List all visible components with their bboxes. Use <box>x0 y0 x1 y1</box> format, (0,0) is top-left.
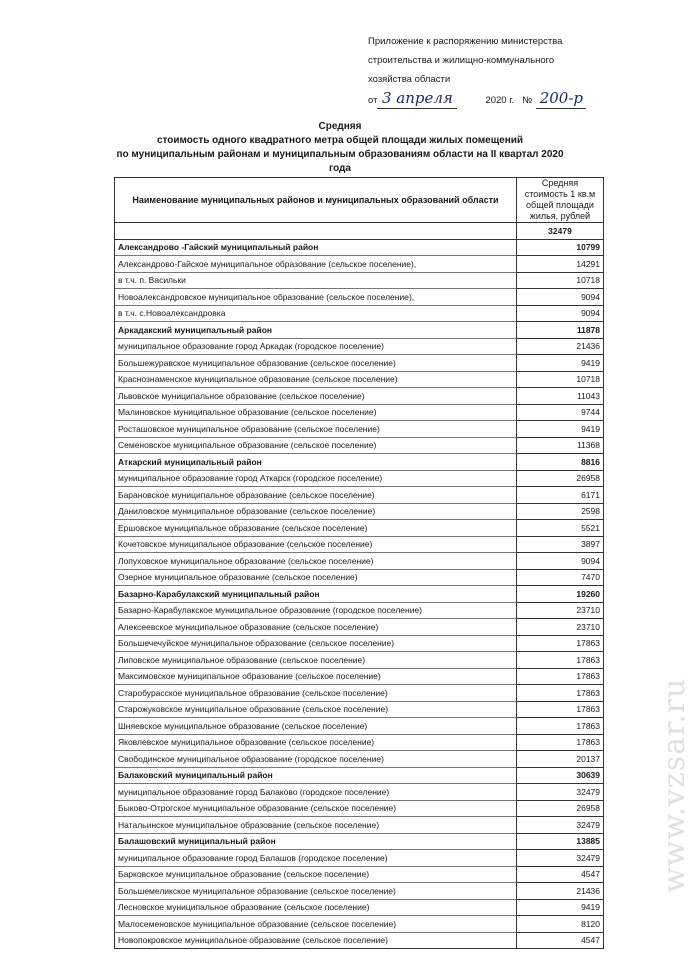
row-name: муниципальное образование город Аткарск (городское поселение) <box>115 470 517 487</box>
row-name: Большемеликское муниципальное образование (сельское поселение) <box>115 883 517 900</box>
row-name: в т.ч. с.Новоалександровка <box>115 305 517 322</box>
row-name: Аркадакский муниципальный район <box>115 322 517 339</box>
document-title <box>105 120 575 176</box>
row-value: 11043 <box>517 388 604 405</box>
table-row <box>115 256 604 273</box>
row-name: Старобурасское муниципальное образование (сельское поселение) <box>115 685 517 702</box>
table-row <box>115 520 604 537</box>
table-row <box>115 289 604 306</box>
row-value: 19260 <box>517 586 604 603</box>
table-row <box>115 487 604 504</box>
total-value: 32479 <box>517 223 604 240</box>
table-row <box>115 602 604 619</box>
table-row <box>115 916 604 933</box>
row-value: 6171 <box>517 487 604 504</box>
row-name: муниципальное образование город Балашов (городское поселение) <box>115 850 517 867</box>
row-value: 5521 <box>517 520 604 537</box>
title-line-1: Средняя <box>318 121 362 132</box>
table-row <box>115 503 604 520</box>
row-name: Натальинское муниципальное образование (сельское поселение) <box>115 817 517 834</box>
title-line-2: стоимость одного квадратного метра общей площади жилых помещений <box>156 135 524 146</box>
table-row <box>115 553 604 570</box>
table-row <box>115 470 604 487</box>
appendix-line-2: строительства и жилищно-коммунального <box>368 55 555 66</box>
date-prefix: от <box>368 95 378 106</box>
row-value: 17863 <box>517 734 604 751</box>
row-name: Александрово -Гайский муниципальный район <box>115 239 517 256</box>
table-row <box>115 338 604 355</box>
table-row <box>115 866 604 883</box>
appendix-line-1: Приложение к распоряжению министерства <box>368 36 563 47</box>
row-name: Яковлевское муниципальное образование (сельское поселение) <box>115 734 517 751</box>
table-row <box>115 371 604 388</box>
table-row <box>115 734 604 751</box>
row-value: 9094 <box>517 305 604 322</box>
table-row <box>115 685 604 702</box>
row-name: Ершовское муниципальное образование (сельское поселение) <box>115 520 517 537</box>
watermark: www.vzsar.ru <box>657 677 692 893</box>
row-name: Свободинское муниципальное образование (городское поселение) <box>115 751 517 768</box>
total-label-cell <box>115 223 517 240</box>
row-name: Озерное муниципальное образование (сельское поселение) <box>115 569 517 586</box>
row-name: Краснознаменское муниципальное образование (сельское поселение) <box>115 371 517 388</box>
row-name: Кочетовское муниципальное образование (сельское поселение) <box>115 536 517 553</box>
row-value: 17863 <box>517 701 604 718</box>
row-value: 2598 <box>517 503 604 520</box>
row-value: 17863 <box>517 652 604 669</box>
row-value: 4547 <box>517 932 604 949</box>
row-value: 4547 <box>517 866 604 883</box>
row-name: Даниловское муниципальное образование (сельское поселение) <box>115 503 517 520</box>
table-row <box>115 388 604 405</box>
row-value: 9094 <box>517 289 604 306</box>
table-row <box>115 421 604 438</box>
row-name: Новоалександровское муниципальное образование (сельское поселение), <box>115 289 517 306</box>
row-name: Лесновское муниципальное образование (сельское поселение) <box>115 899 517 916</box>
table-row <box>115 784 604 801</box>
table-body <box>115 239 604 949</box>
row-value: 9094 <box>517 553 604 570</box>
row-name: в т.ч. п. Васильки <box>115 272 517 289</box>
row-name: Новопокровское муниципальное образование (сельское поселение) <box>115 932 517 949</box>
row-value: 21436 <box>517 883 604 900</box>
row-name: Барковское муниципальное образование (сельское поселение) <box>115 866 517 883</box>
row-value: 20137 <box>517 751 604 768</box>
row-name: Липовское муниципальное образование (сельское поселение) <box>115 652 517 669</box>
row-value: 17863 <box>517 668 604 685</box>
row-name: Балашовский муниципальный район <box>115 833 517 850</box>
date-line <box>368 89 586 110</box>
column-header-value: Средняя стоимость 1 кв.м общей площади жилья, рублей <box>517 178 604 223</box>
table-row <box>115 239 604 256</box>
row-value: 8816 <box>517 454 604 471</box>
row-value: 3897 <box>517 536 604 553</box>
row-value: 17863 <box>517 718 604 735</box>
row-name: Барановское муниципальное образование (сельское поселение) <box>115 487 517 504</box>
row-value: 26958 <box>517 800 604 817</box>
table-row <box>115 404 604 421</box>
row-value: 9419 <box>517 899 604 916</box>
row-value: 32479 <box>517 784 604 801</box>
handwritten-date: 3 апреля <box>377 89 457 109</box>
table-row <box>115 718 604 735</box>
table-row <box>115 454 604 471</box>
table-row <box>115 322 604 339</box>
appendix-line-3: хозяйства области <box>368 74 451 85</box>
row-name: Аткарский муниципальный район <box>115 454 517 471</box>
row-value: 30639 <box>517 767 604 784</box>
table-row <box>115 635 604 652</box>
row-name: Лопуховское муниципальное образование (сельское поселение) <box>115 553 517 570</box>
row-name: Большежуравское муниципальное образование (сельское поселение) <box>115 355 517 372</box>
row-name: Александрово-Гайское муниципальное образование (сельское поселение), <box>115 256 517 273</box>
table-row <box>115 652 604 669</box>
row-value: 32479 <box>517 817 604 834</box>
title-line-3: по муниципальным районам и муниципальным образованиям области на II квартал 2020 года <box>116 149 564 174</box>
row-value: 13885 <box>517 833 604 850</box>
row-name: Базарно-Карабулакское муниципальное образование (городское поселение) <box>115 602 517 619</box>
row-name: Малиновское муниципальное образование (сельское поселение) <box>115 404 517 421</box>
row-name: Старожуковское муниципальное образование (сельское поселение) <box>115 701 517 718</box>
row-value: 17863 <box>517 635 604 652</box>
handwritten-number: 200-р <box>536 89 586 109</box>
table-row <box>115 883 604 900</box>
row-name: Львовское муниципальное образование (сельское поселение) <box>115 388 517 405</box>
row-value: 11878 <box>517 322 604 339</box>
table-row <box>115 701 604 718</box>
table-row <box>115 536 604 553</box>
row-value: 23710 <box>517 602 604 619</box>
row-value: 10718 <box>517 371 604 388</box>
row-name: Шняевское муниципальное образование (сельское поселение) <box>115 718 517 735</box>
table-row <box>115 272 604 289</box>
row-name: Максимовское муниципальное образование (сельское поселение) <box>115 668 517 685</box>
row-value: 17863 <box>517 685 604 702</box>
row-value: 9419 <box>517 421 604 438</box>
table-row <box>115 668 604 685</box>
row-value: 11368 <box>517 437 604 454</box>
table-row <box>115 355 604 372</box>
table-row <box>115 751 604 768</box>
table-row <box>115 767 604 784</box>
row-value: 14291 <box>517 256 604 273</box>
table-row <box>115 305 604 322</box>
table-row <box>115 586 604 603</box>
row-value: 23710 <box>517 619 604 636</box>
row-name: Малосеменовское муниципальное образование (сельское поселение) <box>115 916 517 933</box>
row-name: Быково-Отрогское муниципальное образование (сельское поселение) <box>115 800 517 817</box>
row-name: Росташовское муниципальное образование (сельское поселение) <box>115 421 517 438</box>
row-name: Большечечуйское муниципальное образование (сельское поселение) <box>115 635 517 652</box>
row-name: Базарно-Карабулакский муниципальный район <box>115 586 517 603</box>
row-value: 9419 <box>517 355 604 372</box>
table-row <box>115 800 604 817</box>
row-value: 10718 <box>517 272 604 289</box>
row-value: 26958 <box>517 470 604 487</box>
table-row <box>115 932 604 949</box>
row-name: муниципальное образование город Аркадак (городское поселение) <box>115 338 517 355</box>
appendix-block <box>368 32 586 110</box>
row-value: 32479 <box>517 850 604 867</box>
table-row <box>115 850 604 867</box>
number-label: № <box>522 95 533 106</box>
table-row <box>115 899 604 916</box>
row-value: 10799 <box>517 239 604 256</box>
table-row <box>115 619 604 636</box>
row-value: 9744 <box>517 404 604 421</box>
table-row <box>115 437 604 454</box>
price-table <box>114 177 604 949</box>
row-name: Алексеевское муниципальное образование (сельское поселение) <box>115 619 517 636</box>
row-name: муниципальное образование город Балаково (городское поселение) <box>115 784 517 801</box>
year-text: 2020 г. <box>485 95 515 106</box>
row-value: 7470 <box>517 569 604 586</box>
row-value: 21436 <box>517 338 604 355</box>
table-row <box>115 817 604 834</box>
row-name: Семеновское муниципальное образование (сельское поселение) <box>115 437 517 454</box>
table-row <box>115 569 604 586</box>
column-header-name: Наименование муниципальных районов и муниципальных образований области <box>115 178 517 223</box>
row-name: Балаковский муниципальный район <box>115 767 517 784</box>
row-value: 8120 <box>517 916 604 933</box>
table-row <box>115 833 604 850</box>
